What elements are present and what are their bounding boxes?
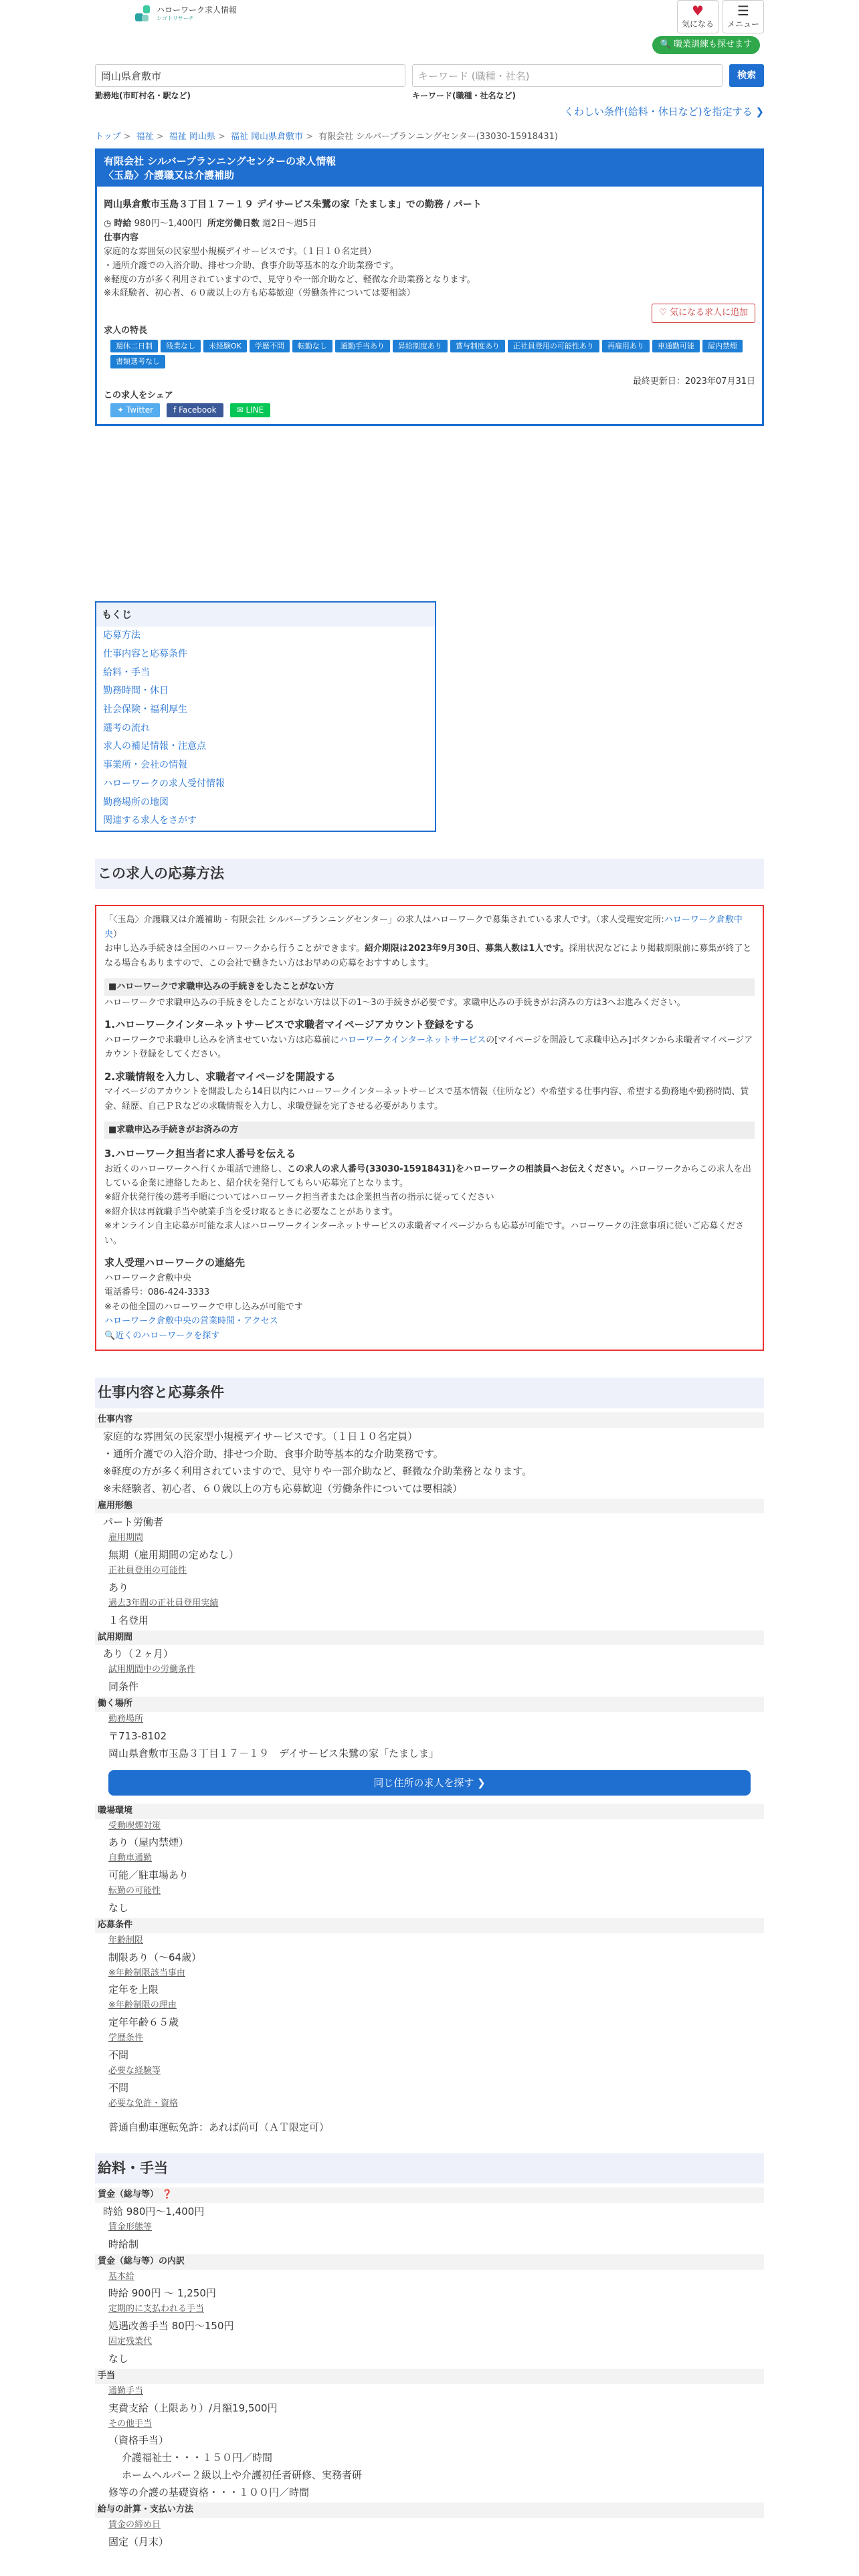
registered-bar: ■求職申込み手続きがお済みの方 bbox=[104, 1121, 755, 1138]
not-registered-bar: ■ハローワークで求職申込みの手続きをしたことがない方 bbox=[104, 978, 755, 995]
smoking-value: あり（屋内禁煙） bbox=[108, 1836, 189, 1849]
content-line: ・通所介護での入浴介助、排せつ介助、食事介助等基本的な介助業務です。 bbox=[104, 260, 399, 271]
car-commute-value: 可能／駐車場あり bbox=[108, 1869, 189, 1882]
twitter-share-button[interactable] bbox=[110, 403, 160, 417]
workplace-header: 働く場所 bbox=[95, 1697, 764, 1712]
apply-note: ※オンライン自主応募が可能な求人はハローワークインターネットサービスの求職者マイページからも応募が可能です。ハローワークの注意事項に従いご応募ください。 bbox=[104, 1221, 745, 1246]
toc-link[interactable]: 勤務時間・休日 bbox=[103, 685, 169, 697]
age-limit-label: 年齢制限 bbox=[108, 1935, 144, 1945]
job-content-line: ※軽度の方が多く利用されていますので、見守りや一部介助など、軽微な介助業務となります。 bbox=[103, 1465, 533, 1477]
heart-outline-icon: ♡ bbox=[659, 308, 667, 318]
feature-tag: 残業なし bbox=[161, 340, 201, 353]
favorites-label: 気になる bbox=[681, 19, 714, 29]
employment-period-label: 雇用期間 bbox=[108, 1533, 144, 1543]
heart-icon: ♥ bbox=[692, 3, 704, 19]
workplace-label: 勤務場所 bbox=[108, 1714, 144, 1725]
help-icon[interactable]: ❓ bbox=[161, 2189, 173, 2200]
apply-intro: 「〈玉島〉介護職又は介護補助 - 有限会社 シルバープランニングセンター」の求人はハローワークで募集されている求人です。（求人受理安定所:ハローワーク倉敷中央） bbox=[104, 915, 743, 940]
wage-label: 時給 bbox=[114, 219, 132, 229]
toc-link[interactable]: 勤務場所の地図 bbox=[103, 796, 169, 808]
section-heading-salary: 給料・手当 bbox=[95, 2153, 764, 2184]
apply-method-box bbox=[95, 905, 764, 1351]
contact-tel: 電話番号：086-424-3333 bbox=[104, 1287, 210, 1298]
content-line: ※軽度の方が多く利用されていますので、見守りや一部介助など、軽微な介助業務となります。 bbox=[104, 274, 476, 285]
trial-conditions-value: 同条件 bbox=[108, 1681, 139, 1693]
internet-service-link[interactable]: ハローワークインターネットサービス bbox=[339, 1035, 486, 1045]
wage-form-value: 時給制 bbox=[108, 2238, 139, 2250]
section-heading-apply: この求人の応募方法 bbox=[95, 859, 764, 889]
feature-tag: 再雇用あり bbox=[602, 340, 650, 353]
feature-tag: 週休二日制 bbox=[110, 340, 158, 353]
location-input[interactable]: 岡山県倉敷市 bbox=[95, 64, 405, 87]
overtime-label: 固定残業代 bbox=[108, 2337, 153, 2347]
smoking-label: 受動喫煙対策 bbox=[108, 1820, 161, 1831]
contact-name: ハローワーク倉敷中央 bbox=[104, 1273, 192, 1283]
job-content-line: 家庭的な雰囲気の民家型小規模デイサービスです。（１日１０名定員） bbox=[103, 1430, 418, 1442]
closing-date-label: 賃金の締め日 bbox=[108, 2520, 161, 2531]
add-favorite-label: 気になる求人に追加 bbox=[669, 308, 748, 318]
breadcrumb-welfare[interactable]: 福祉 bbox=[136, 132, 154, 142]
overtime-value: なし bbox=[108, 2353, 129, 2365]
conditions-text: くわしい条件(給料・休日など)を指定する bbox=[563, 106, 753, 118]
trial-conditions-label: 試用期間中の労働条件 bbox=[108, 1665, 196, 1675]
other-allowance-line: （資格手当） bbox=[108, 2434, 169, 2447]
requirements-header: 応募条件 bbox=[95, 1918, 764, 1933]
toc-link[interactable]: 社会保険・福利厚生 bbox=[103, 704, 187, 716]
keyword-label: キーワード(職種・社名など) bbox=[412, 91, 516, 100]
features-label: 求人の特長 bbox=[104, 325, 148, 336]
company-name: 有限会社 シルバープランニングセンターの求人情報 bbox=[104, 154, 337, 167]
other-allowance-line: ホームヘルパー２級以上や介護初任者研修、実務者研 bbox=[122, 2469, 362, 2482]
site-logo[interactable] bbox=[135, 5, 237, 23]
regular-record-value: １名登用 bbox=[108, 1614, 149, 1626]
breadcrumb-welfare-kurashiki[interactable]: 福祉 岡山県倉敷市 bbox=[230, 132, 304, 142]
job-summary-card bbox=[95, 148, 764, 426]
transfer-label: 転勤の可能性 bbox=[108, 1886, 161, 1897]
add-favorite-button[interactable] bbox=[652, 304, 755, 323]
chevron-right-icon: ❯ bbox=[755, 106, 764, 118]
feature-tag: 未経験OK bbox=[203, 340, 247, 353]
closing-date-value: 固定（月末） bbox=[108, 2536, 169, 2548]
facebook-label: Facebook bbox=[179, 405, 217, 415]
facebook-share-button[interactable] bbox=[167, 403, 223, 417]
line-label: LINE bbox=[246, 405, 264, 415]
commute-allowance-value: 実費支給（上限あり）/月額19,500円 bbox=[108, 2401, 278, 2414]
feature-tag: 通勤手当あり bbox=[335, 340, 390, 353]
same-address-jobs-button[interactable] bbox=[108, 1770, 751, 1796]
detailed-conditions-link[interactable] bbox=[95, 104, 764, 120]
base-pay-value: 時給 900円 〜 1,250円 bbox=[108, 2287, 216, 2300]
content-line: 家庭的な雰囲気の民家型小規模デイサービスです。（１日１０名定員） bbox=[104, 246, 377, 257]
training-search-button[interactable]: 🔍 職業訓練も探せます bbox=[652, 36, 760, 54]
feature-tag: 書類選考なし bbox=[110, 355, 165, 368]
line-share-button[interactable] bbox=[230, 403, 271, 417]
toc-link[interactable]: 選考の流れ bbox=[103, 722, 150, 734]
twitter-icon: ✦ bbox=[117, 405, 124, 415]
hellowork-link[interactable]: ハローワーク倉敷中央 bbox=[104, 915, 743, 940]
experience-label: 必要な経験等 bbox=[108, 2066, 161, 2076]
employment-period-value: 無期（雇用期間の定めなし） bbox=[108, 1549, 240, 1562]
regular-possibility-value: あり bbox=[108, 1581, 129, 1594]
step-3-heading: 3.ハローワーク担当者に求人番号を伝える bbox=[104, 1147, 296, 1160]
days-value: 週2日〜週5日 bbox=[262, 219, 317, 229]
toc-link[interactable]: 応募方法 bbox=[103, 630, 140, 641]
toc-link[interactable]: 関連する求人をさがす bbox=[103, 815, 197, 827]
conditions-list bbox=[95, 1412, 764, 2136]
base-pay-label: 基本給 bbox=[108, 2271, 135, 2282]
feature-tag: 車通勤可能 bbox=[652, 340, 700, 353]
job-wage-line bbox=[104, 217, 755, 231]
other-allowance-line: 介護福祉士・・・１５０円／時間 bbox=[122, 2452, 273, 2464]
job-name: 〈玉島〉介護職又は介護補助 bbox=[104, 169, 235, 181]
toc-link[interactable]: 求人の補足情報・注意点 bbox=[103, 741, 206, 752]
apply-deadline: お申し込み手続きは全国のハローワークから行うことができます。紹介期限は2023年9月30日、募集人数は1人です。採用状況などにより掲載期限前に募集が終了となる場合もありますので、この会社で働きたい方はお早めの応募をおすすめします。 bbox=[104, 944, 752, 968]
job-content-line: ※未経験者、初心者、６０歳以上の方も応募歓迎（労働条件については要相談） bbox=[103, 1482, 463, 1495]
regular-record-label: 過去3年間の正社員登用実績 bbox=[108, 1598, 219, 1608]
experience-value: 不問 bbox=[108, 2081, 129, 2094]
logo-title: ハローワーク求人情報 bbox=[157, 5, 237, 15]
apply-note: ※紹介状は再就職手当や就業手当を受け取るときに必要なことがあります。 bbox=[104, 1206, 398, 1217]
fixed-allowance-value: 処遇改善手当 80円〜150円 bbox=[108, 2320, 234, 2333]
age-reason2-label: ※年齢制限の理由 bbox=[108, 2000, 177, 2011]
apply-note: ※紹介状発行後の選考手順についてはハローワーク担当者または企業担当者の指示に従ってください bbox=[104, 1192, 494, 1203]
toc-link[interactable]: ハローワークの求人受付情報 bbox=[103, 778, 225, 789]
step-1-text: ハローワークで求職申し込みを済ませていない方は応募前にハローワークインターネットサービスの[マイページを開設して求職申込み]ボタンから求職者マイページアカウント登録をしてください。 bbox=[104, 1035, 753, 1060]
same-address-label: 同じ住所の求人を探す bbox=[373, 1776, 474, 1789]
contact-note: ※その他全国のハローワークで申し込みが可能です bbox=[104, 1301, 303, 1312]
keyword-input[interactable]: キーワード (職種・社名) bbox=[412, 64, 723, 87]
employment-type-value: パート労働者 bbox=[103, 1516, 164, 1529]
search-icon: 🔍 bbox=[104, 1330, 116, 1341]
search-bar bbox=[95, 64, 764, 102]
employment-type-header: 雇用形態 bbox=[95, 1499, 764, 1514]
feature-tag: 正社員登用の可能性あり bbox=[508, 340, 599, 353]
content-line: ※未経験者、初心者、６０歳以上の方も応募歓迎（労働条件については要相談） bbox=[104, 288, 415, 299]
menu-label: メニュー bbox=[727, 19, 759, 29]
feature-tag: 賞与制度あり bbox=[450, 340, 505, 353]
age-reason-label: ※年齢制限該当事由 bbox=[108, 1967, 185, 1978]
fixed-allowance-label: 定期的に支払われる手当 bbox=[108, 2304, 205, 2315]
other-allowance-line: 修等の介護の基礎資格・・・１００円／時間 bbox=[108, 2486, 310, 2499]
feature-tag: 屋内禁煙 bbox=[702, 340, 743, 353]
twitter-label: Twitter bbox=[126, 405, 154, 415]
age-reason-value: 定年を上限 bbox=[108, 1983, 159, 1996]
education-value: 不問 bbox=[108, 2049, 129, 2062]
commute-allowance-label: 通勤手当 bbox=[108, 2385, 144, 2396]
step-1-heading: 1.ハローワークインターネットサービスで求職者マイページアカウント登録をする bbox=[104, 1018, 475, 1031]
toc-link[interactable]: 事業所・会社の情報 bbox=[103, 760, 187, 771]
days-label: 所定労働日数 bbox=[207, 219, 260, 229]
workplace-address: 岡山県倉敷市玉島３丁目１７－１９ デイサービス朱鷺の家「たましま」 bbox=[108, 1747, 439, 1759]
car-commute-label: 自動車通勤 bbox=[108, 1853, 153, 1864]
chevron-right-icon: ❯ bbox=[477, 1776, 486, 1789]
line-icon: ✉ bbox=[236, 405, 244, 415]
job-card-header bbox=[97, 150, 762, 187]
wage-value: 時給 980円〜1,400円 bbox=[103, 2206, 205, 2218]
breadcrumb: トップ > 福祉 > 福祉 岡山県 > 福祉 岡山県倉敷市 > 有限会社 シルバープランニングセンター(33030-15918431) bbox=[95, 132, 558, 142]
feature-tag: 転勤なし bbox=[292, 340, 332, 353]
feature-tag: 学歴不問 bbox=[250, 340, 290, 353]
favorites-button[interactable] bbox=[677, 0, 719, 33]
wage-header: 賃金（総与等） ❓ bbox=[95, 2187, 764, 2203]
toc-link[interactable]: 給料・手当 bbox=[103, 667, 150, 678]
other-allowance-label: その他手当 bbox=[108, 2418, 153, 2429]
environment-header: 職場環境 bbox=[95, 1804, 764, 1819]
age-limit-value: 制限あり（〜64歳） bbox=[108, 1951, 202, 1963]
allowance-header: 手当 bbox=[95, 2369, 764, 2384]
nearby-hellowork-link[interactable]: 近くのハローワークを探す bbox=[115, 1330, 220, 1341]
step-3-text: お近くのハローワークへ行くか電話で連絡し、この求人の求人番号(33030-15918431)をハローワークの相談員へお伝えください。ハローワークからこの求人を出している企業に連絡したあと、紹介状を発行してもらい応募完了となります。 bbox=[104, 1164, 751, 1188]
wage-detail-header: 賃金（総与等）の内訳 bbox=[95, 2254, 764, 2270]
step-2-text: マイページのアカウントを開設したら14日以内にハローワークインターネットサービスで基本情報（住所など）や希望する仕事内容、希望する勤務地や勤務時間、賃金、経歴、自己ＰＲなどの求職情報を入力し、求職登録を完了させる必要があります。 bbox=[104, 1087, 749, 1111]
license-value: 普通自動車運転免許：あれば尚可（ＡＴ限定可） bbox=[108, 2121, 330, 2133]
trial-value: あり（２ヶ月） bbox=[103, 1648, 174, 1660]
search-button[interactable]: 検索 bbox=[729, 64, 764, 87]
hamburger-icon: ☰ bbox=[737, 3, 749, 19]
age-reason2-value: 定年年齢６５歳 bbox=[108, 2016, 179, 2029]
breadcrumb-top[interactable]: トップ bbox=[95, 132, 121, 142]
breadcrumb-current: 有限会社 シルバープランニングセンター(33030-15918431) bbox=[318, 132, 558, 142]
trial-header: 試用期間 bbox=[95, 1630, 764, 1646]
job-content-header: 仕事内容 bbox=[95, 1412, 764, 1428]
salary-list bbox=[95, 2187, 764, 2551]
logo-subtitle: シゴトリサーチ bbox=[157, 15, 194, 22]
location-label: 勤務地(市町村名・駅など) bbox=[95, 91, 191, 100]
not-registered-text: ハローワークで求職申込みの手続きをしたことがない方は以下の1〜3の手続きが必要です。求職申込みの手続きがお済みの方は3へお進みください。 bbox=[104, 997, 686, 1008]
feature-tags bbox=[104, 340, 755, 371]
menu-button[interactable] bbox=[723, 0, 764, 33]
workplace-zip: 〒713-8102 bbox=[108, 1729, 167, 1742]
training-label: 職業訓練も探せます bbox=[673, 39, 752, 49]
transfer-value: なし bbox=[108, 1902, 129, 1915]
breadcrumb-welfare-okayama[interactable]: 福祉 岡山県 bbox=[169, 132, 215, 142]
regular-possibility-label: 正社員登用の可能性 bbox=[108, 1566, 187, 1576]
site-header bbox=[95, 0, 764, 64]
table-of-contents bbox=[95, 601, 436, 832]
logo-mark-icon bbox=[135, 5, 153, 23]
contact-heading: 求人受理ハローワークの連絡先 bbox=[104, 1257, 246, 1269]
toc-title: もくじ bbox=[96, 603, 435, 627]
last-updated: 最終更新日：2023年07月31日 bbox=[632, 376, 755, 387]
toc-link[interactable]: 仕事内容と応募条件 bbox=[103, 649, 187, 660]
step-2-heading: 2.求職情報を入力し、求職者マイページを開設する bbox=[104, 1070, 336, 1083]
wage-form-label: 賃金形態等 bbox=[108, 2222, 153, 2233]
feature-tag: 昇給制度あり bbox=[393, 340, 448, 353]
license-label: 必要な免許・資格 bbox=[108, 2098, 179, 2109]
job-content-line: ・通所介護での入浴介助、排せつ介助、食事介助等基本的な介助業務です。 bbox=[103, 1447, 444, 1460]
pay-method-header: 給与の計算・支払い方法 bbox=[95, 2502, 764, 2518]
education-label: 学歴条件 bbox=[108, 2033, 144, 2044]
share-label: この求人をシェア bbox=[104, 390, 173, 401]
wage-value: 980円〜1,400円 bbox=[134, 219, 202, 229]
content-label: 仕事内容 bbox=[104, 233, 139, 243]
office-access-link[interactable]: ハローワーク倉敷中央の営業時間・アクセス bbox=[104, 1316, 278, 1327]
facebook-icon: f bbox=[173, 405, 177, 415]
clock-icon: ◷ bbox=[104, 219, 112, 229]
job-title: 岡山県倉敷市玉島３丁目１７－１９ デイサービス朱鷺の家「たましま」での勤務 / パート bbox=[104, 199, 482, 210]
section-heading-conditions: 仕事内容と応募条件 bbox=[95, 1378, 764, 1408]
